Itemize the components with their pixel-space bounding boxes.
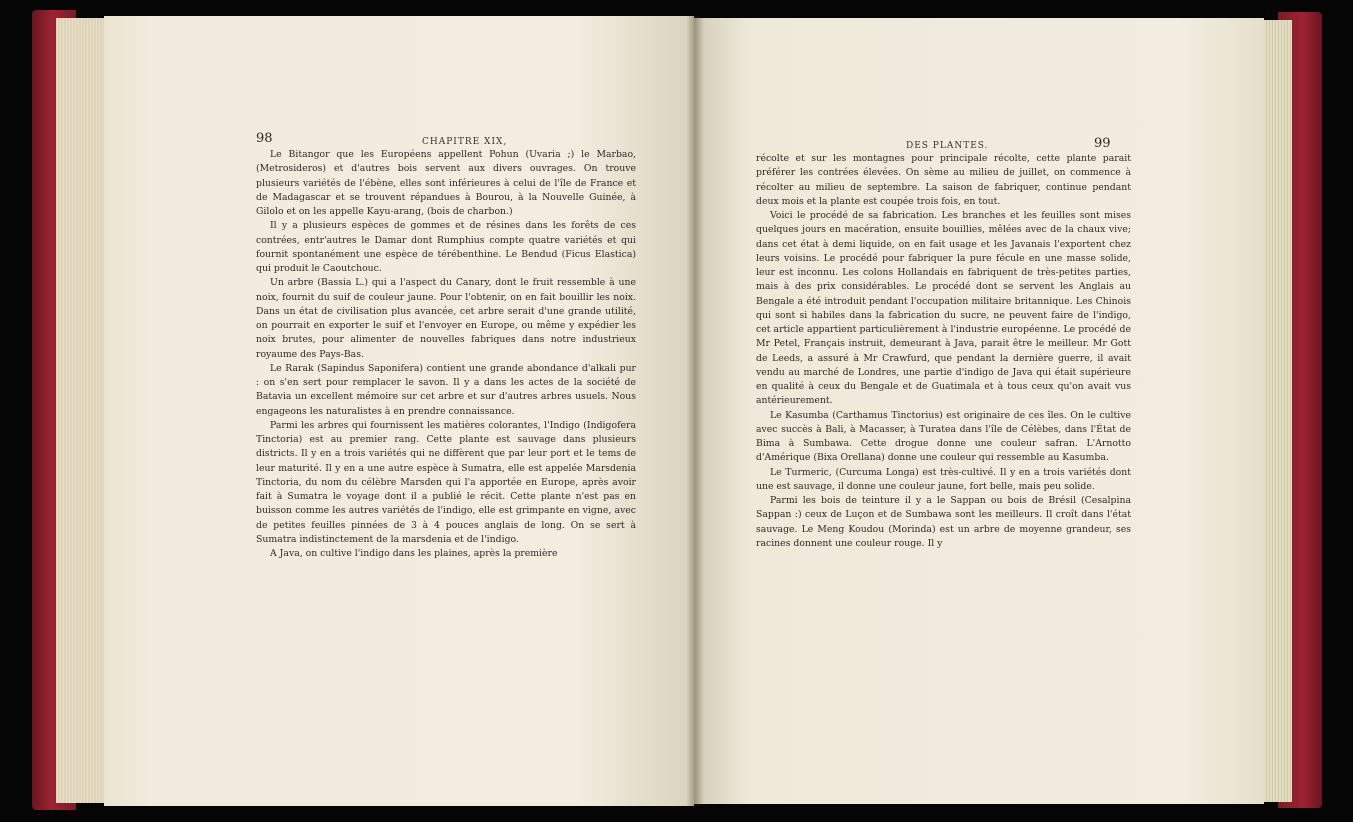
paragraph: A Java, on cultive l'indigo dans les plaines, après la première — [270, 548, 558, 559]
text-block-left — [256, 148, 636, 561]
paragraph: Parmi les arbres qui fournissent les matières colorantes, l'Indigo (Indigofera Tinctoria) est au premier rang. Cette plante est sauvage dans plusieurs districts. Il y en a trois variétés qui ne diffèrent que par leur port et le tems de leur maturité. Il y en a une autre espèce à Sumatra, elle est appelée Marsdenia Tinctoria, du nom du célèbre Marsden qui l'a apportée en Europe, après avoir fait à Sumatra le voyage dont il a publié le récit. Cette plante n'est pas en buisson comme les autres variétés de l'indigo, elle est grimpante en vigne, avec de petites feuilles pinnées de 3 à 4 pouces anglais de long. On se sert à Sumatra indistinctement de la marsdenia et de l'indigo. — [256, 419, 636, 545]
book-gutter — [686, 16, 704, 806]
paragraph: Le Turmeric, (Curcuma Longa) est très-cultivé. Il y en a trois variétés dont une est sauvage, il donne une couleur jaune, fort belle, mais peu solide. — [756, 466, 1131, 492]
paragraph: récolte et sur les montagnes pour principale récolte, cette plante parait préférer les contrées élevées. On sème au milieu de juillet, on commence à récolter au milieu de septembre. La saison de fabriquer, continue pendant deux mois et la plante est coupée trois fois, en tout. — [756, 153, 1131, 207]
paragraph: Le Kasumba (Carthamus Tinctorius) est originaire de ces îles. On le cultive avec succès à Bali, à Macasser, à Turatea dans l'île de Célèbes, dans l'État de Bima à Sumbawa. Cette drogue donne une couleur safran. L'Arnotto d'Amérique (Bixa Orellana) donne une couleur qui ressemble au Kasumba. — [756, 409, 1131, 464]
paragraph: Parmi les bois de teinture il y a le Sappan ou bois de Brésil (Cesalpina Sappan :) ceux de Luçon et de Sumbawa sont les meilleurs. Il croît dans l'état sauvage. Le Meng Koudou (Morinda) est un arbre de moyenne grandeur, ses racines donnent une couleur rouge. Il y — [756, 495, 1131, 549]
paragraph: Un arbre (Bassia L.) qui a l'aspect du Canary, dont le fruit ressemble à une noix, fournit du suif de couleur jaune. Pour l'obtenir, on en fait bouillir les noix. Dans un état de civilisation plus avancée, cet arbre serait d'une grande utilité, on pourrait en exporter le suif et l'envoyer en Europe, ou même y expédier les noix brutes, pour alimenter de nouvelles fabriques dans notre industrieux royaume des Pays-Bas. — [256, 277, 636, 360]
paragraph: Le Bitangor que les Européens appellent Pohun (Uvaria ;) le Marbao, (Metrosideros) et d'autres bois servent aux divers ouvrages. On trouve plusieurs variétés de l'ébène, elles sont inférieures à celui de l'île de France et de Madagascar et se trouvent répandues à Bourou, à la Nouvelle Guinée, à Gilolo et on les appelle Kayu-arang, (bois de charbon.) — [256, 149, 636, 217]
text-block-right — [756, 152, 1131, 551]
paragraph: Voici le procédé de sa fabrication. Les branches et les feuilles sont mises quelques jours en macération, ensuite bouillies, mêlées avec de la chaux vive; dans cet état à demi liquide, on en fait usage et les Javanais l'exportent chez leurs voisins. Le procédé pour fabriquer la pure fécule en une masse solide, leur est inconnu. Les colons Hollandais en fabriquent de très-petites parties, mais à des prix considérables. Le procédé dont se servent les Anglais au Bengale a été introduit pendant l'occupation militaire britannique. Les Chinois qui sont si habiles dans la fabrication du sucre, ne peuvent faire de l'indigo, cet article appartient particulièrement à l'industrie européenne. Le procédé de Mr Petel, Français instruit, demeurant à Java, parait être le meilleur. Mr Gott de Leeds, a assuré à Mr Crawfurd, que pendant la dernière guerre, il avait vendu au marché de Londres, une partie d'indigo de Java qui était supérieure en qualité à ceux du Bengale et de Guatimala et à tous ceux qu'on avait vus antérieurement. — [756, 210, 1131, 407]
paragraph: Il y a plusieurs espèces de gommes et de résines dans les forêts de ces contrées, entr'autres le Damar dont Rumphius compte quatre variétés et qui fournit spontanément une espèce de térébenthine. Le Bendud (Ficus Elastica) qui produit le Caoutchouc. — [256, 220, 636, 274]
running-head-right: DES PLANTES. — [906, 141, 989, 151]
running-head-left: CHAPITRE XIX, — [422, 137, 508, 147]
right-page — [694, 18, 1264, 804]
paragraph: Le Rarak (Sapindus Saponifera) contient une grande abondance d'alkali pur : on s'en sert pour remplacer le savon. Il y a dans les actes de la société de Batavia un excellent mémoire sur cet arbre et sur d'autres arbres usuels. Nous engageons les naturalistes à en prendre connaissance. — [256, 362, 636, 417]
left-page — [104, 16, 694, 806]
page-number-right: 99 — [1094, 136, 1111, 151]
page-number-left: 98 — [256, 131, 273, 146]
